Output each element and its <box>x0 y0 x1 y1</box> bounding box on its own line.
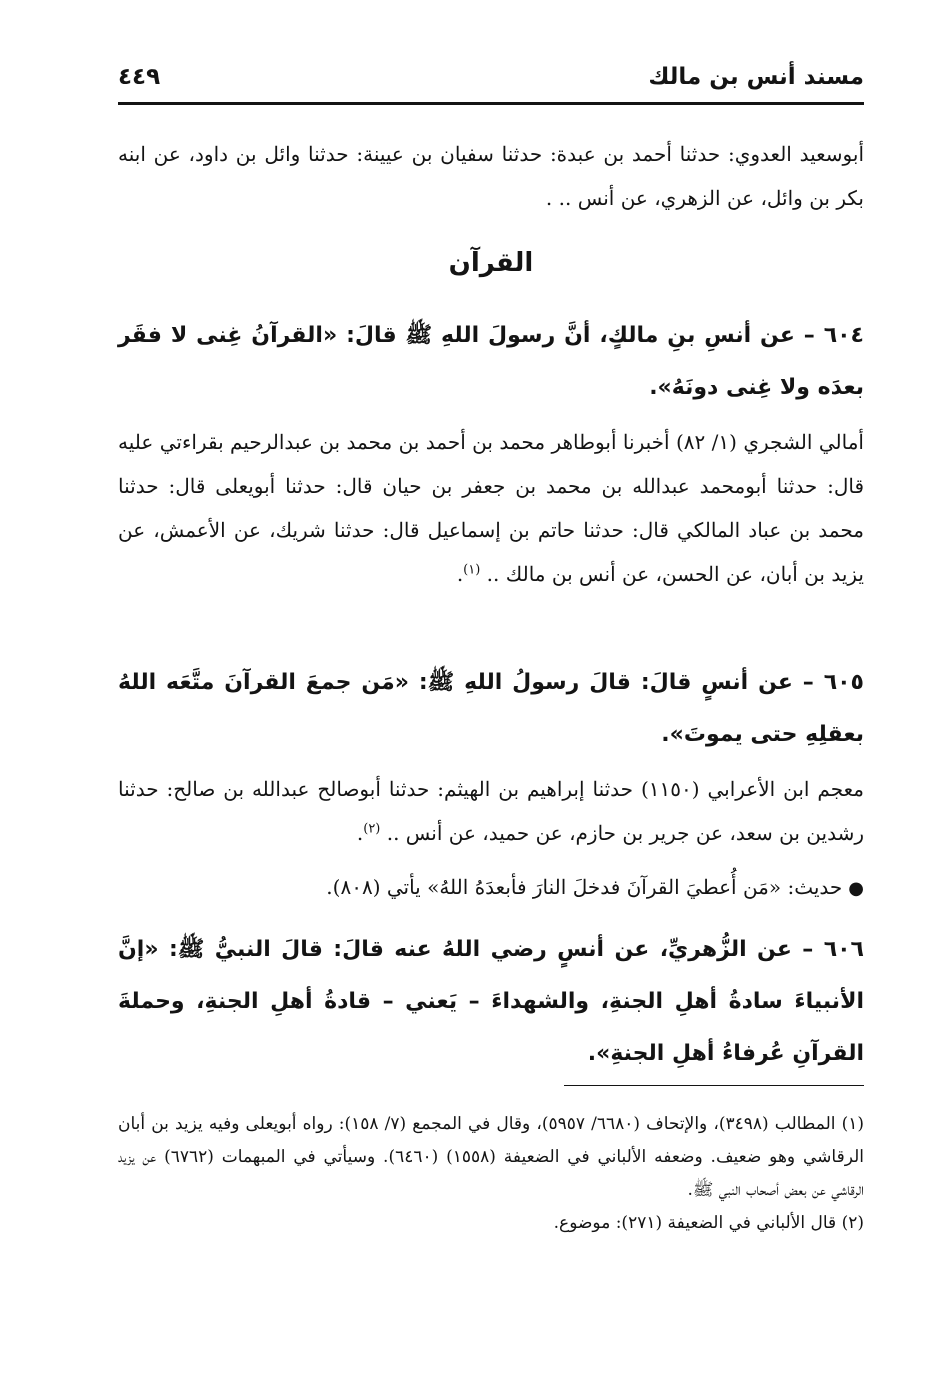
hadith-606-text: ٦٠٦ – عن الزُّهريِّ، عن أنسٍ رضي اللهُ عنه قالَ: قالَ النبيُّ ﷺ: «إنَّ الأنبياءَ سادةُ أهلِ الجنةِ، والشهداءَ – يَعني – قادةُ أهلِ الجنةِ، وحملةَ القرآنِ عُرفاءُ أهلِ الجنةِ». <box>118 937 864 1066</box>
footnote-separator <box>564 1085 864 1086</box>
footnotes <box>118 1108 864 1240</box>
book-page <box>118 0 864 1387</box>
hadith-605-text: ٦٠٥ – عن أنسٍ قالَ: قالَ رسولُ اللهِ ﷺ: «مَن جمعَ القرآنَ متَّعَه اللهُ بعقلِهِ حتى يموتَ». <box>118 670 864 747</box>
hadith-604-source-end: . <box>456 562 464 586</box>
hadith-604-source-text: أمالي الشجري (١/ ٨٢) أخبرنا أبوطاهر محمد بن أحمد بن محمد بن عبدالرحيم بقراءتي عليه قال: حدثنا أبومحمد عبدالله بن محمد بن جعفر بن حيان قال: حدثنا أبويعلى قال: حدثنا محمد بن عباد المالكي قال: حدثنا حاتم بن إسماعيل قال: حدثنا شريك، عن الأعمش، عن يزيد بن أبان، عن الحسن، عن أنس بن مالك .. <box>118 430 865 586</box>
hadith-604-text: ٦٠٤ – عن أنسِ بنِ مالكٍ، أنَّ رسولَ اللهِ ﷺ قالَ: «القرآنُ غِنى لا فقَر بعدَه ولا غِنى دونَهُ». <box>118 323 864 400</box>
cross-reference-line <box>118 865 864 911</box>
section-heading: القرآن <box>448 248 534 278</box>
hadith-605-source-end: . <box>356 821 364 845</box>
footnote-2: (٢) قال الألباني في الضعيفة (٢٧١): موضوع. <box>553 1213 864 1233</box>
page-number: ٤٤٩ <box>118 64 161 90</box>
hadith-605-source <box>118 767 864 855</box>
running-header-title: مسند أنس بن مالك <box>648 64 864 90</box>
hadith-605-source-text: معجم ابن الأعرابي (١١٥٠) حدثنا إبراهيم بن الهيثم: حدثنا أبوصالح عبدالله بن صالح: حدثنا رشدين بن سعد، عن جرير بن حازم، عن حميد، عن أنس .. <box>118 777 864 845</box>
intro-paragraph: أبوسعيد العدوي: حدثنا أحمد بن عبدة: حدثنا سفيان بن عيينة: حدثنا وائل بن داود، عن ابنه بكر بن وائل، عن الزهري، عن أنس .. . <box>118 142 864 210</box>
footnote-ref-2: (٢) <box>363 821 381 837</box>
cross-reference-text: حديث: «مَن أُعطيَ القرآنَ فدخلَ النارَ فأبعدَهُ اللهُ» يأتي (٨٠٨). <box>326 875 843 899</box>
hadith-604-source <box>118 420 864 596</box>
footnote-1: (١) المطالب (٣٤٩٨)، والإتحاف (٦٦٨٠/ ٥٩٥٧)، وقال في المجمع (٧/ ١٥٨): رواه أبويعلى وفيه يزيد بن أبان الرقاشي وهو ضعيف. وضعفه الألباني في الضعيفة (١٥٥٨) (٦٤٦٠). وسيأتي في المبهمات (٦٧٦٢) عن يزيد الرقاشي عن بعض أصحاب النبي ﷺ. <box>118 1114 865 1200</box>
footnote-ref-1: (١) <box>463 562 481 578</box>
bullet-icon: ● <box>848 878 864 899</box>
running-header <box>118 56 864 105</box>
